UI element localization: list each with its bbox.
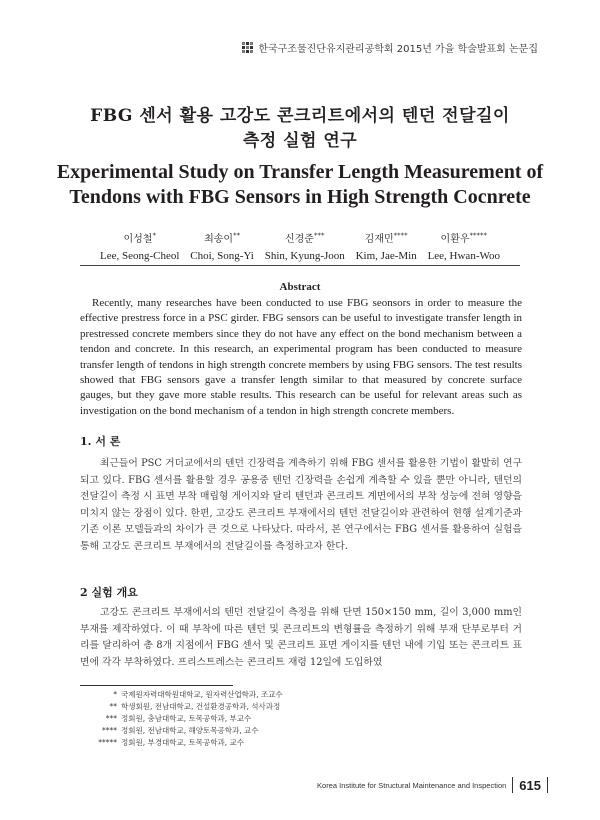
footnote	[80, 725, 283, 737]
dot-grid-icon	[242, 42, 254, 54]
footer-separator	[512, 777, 513, 793]
author-name-en: Choi, Song-Yi	[190, 250, 254, 262]
korean-title-line-2: 측정 실험 연구	[242, 131, 358, 151]
footer-separator	[547, 777, 548, 793]
running-header	[242, 40, 538, 55]
journal-title: 한국구조물진단유지관리공학회 2015년 가을 학술발표회 논문집	[258, 44, 538, 55]
page-number: 615	[519, 777, 541, 793]
footnote	[80, 713, 283, 725]
author-name-kr: 이환우	[440, 234, 470, 245]
footer-institute: Korea Institute for Structural Maintenance and Inspection	[317, 780, 507, 790]
footnote-divider	[80, 685, 233, 686]
footnote	[80, 737, 283, 749]
author	[428, 230, 500, 262]
author-name-kr: 최송이	[204, 234, 234, 245]
author-name-en: Lee, Hwan-Woo	[427, 250, 500, 262]
author-mark: ****	[393, 231, 408, 240]
author-name-kr: 김재민	[364, 234, 394, 245]
footnote-list	[80, 689, 283, 749]
section-heading-introduction: 1. 서 론	[80, 435, 121, 448]
author-mark: *	[152, 231, 156, 240]
divider	[80, 265, 520, 266]
footnote-mark: *****	[98, 738, 117, 747]
footnote	[80, 689, 283, 701]
author-name-en: Kim, Jae-Min	[355, 250, 417, 262]
author-name-en: Shin, Kyung-Joon	[264, 250, 345, 262]
author-mark: **	[233, 231, 241, 240]
section-heading-experiment: 2 실험 개요	[80, 586, 138, 599]
section-body-introduction: 최근들어 PSC 거더교에서의 텐던 긴장력을 계측하기 위해 FBG 센서를 활용한 기법이 활발히 연구되고 있다. FBG 센서를 활용할 경우 공용중 텐던 긴장력을 손쉽게 계측할 수 있을 뿐만 아니라, 텐던의 전달길이 측정 시 표면 부착 매립형 게이지와 달리 텐던과 콘크리트 계면에서의 부착 성능에 전혀 영향을 미치지 않는 장점이 있다. 한편, 고강도 콘크리트 부재에서의 텐던 전달길이와 관련하여 현행 설계기준과 기존 이론 모델들과의 차이가 큰 것으로 나타났다. 따라서, 본 연구에서는 FBG 센서를 활용하여 실험을 통해 고강도 콘크리트 부재에서의 전달길이를 측정하고자 한다.	[80, 458, 522, 552]
author-list	[100, 230, 500, 262]
footnote-text: 국제원자력대학원대학교, 원자력산업학과, 조교수	[121, 690, 283, 699]
footnote-text: 정회원, 부경대학교, 토목공학과, 교수	[121, 738, 244, 747]
section-body-experiment: 고강도 콘크리트 부재에서의 텐던 전달길이 측정을 위해 단면 150×150 mm, 길이 3,000 mm인 부재를 제작하였다. 이 때 부착에 따른 텐던 및 콘크리트의 변형률을 측정하기 위해 부재 단부로부터 거리를 달리하여 총 8개 지점에서 FBG 센서 및 콘크리트 표면 게이지를 텐던 내에 기입 또는 콘크리트 표면에 각각 부착하였다. 프리스트레스는 콘크리트 재령 12일에 도입하였	[80, 607, 522, 668]
author-mark: *****	[469, 231, 488, 240]
author-mark: ***	[313, 231, 325, 240]
footnote-text: 정회원, 전남대학교, 해양토목공학과, 교수	[121, 726, 259, 735]
author	[190, 230, 254, 262]
english-title-line-1: Experimental Study on Transfer Length Measurement of	[56, 161, 544, 183]
footnote	[80, 701, 283, 713]
footnote-mark: ***	[105, 714, 117, 723]
english-title-line-2: Tendons with FBG Sensors in High Strength Cocnrete	[69, 186, 531, 208]
english-title	[0, 160, 600, 210]
abstract-text: Recently, many researches have been conducted to use FBG seonsors in order to measure the effective prestress force in a PSC girder. FBG sensors can be useful to investigate transfer length in prestressed concrete members since they do not have any effect on the bond mechanism between a tendon and concrete. In this research, an experimental program has been conducted to measure transfer length of tendons in high strength concrete members by using FBG sensors. The test results showed that FBG sensors gave a transfer length similar to that measured by concrete surface gauges, but they gave more stable results. This research can be useful for relevant areas such as investigation on the bond mechanism of a tendon in high strength concrete members.	[80, 297, 522, 417]
footnote-mark: **	[109, 702, 117, 711]
author-name-en: Lee, Seong-Cheol	[100, 250, 180, 262]
author	[356, 230, 417, 262]
author-name-kr: 신경준	[284, 234, 314, 245]
korean-title	[0, 104, 600, 154]
footnote-text: 정회원, 충남대학교, 토목공학과, 부교수	[121, 714, 252, 723]
footnote-text: 학생회원, 전남대학교, 건설환경공학과, 석사과정	[121, 702, 281, 711]
author-name-kr: 이성철	[123, 234, 153, 245]
author	[265, 230, 345, 262]
page-footer	[317, 777, 548, 793]
korean-title-line-1: FBG 센서 활용 고강도 콘크리트에서의 텐던 전달길이	[90, 106, 510, 126]
abstract-heading: Abstract	[279, 281, 321, 293]
footnote-mark: *	[113, 690, 117, 699]
footnote-mark: ****	[102, 726, 117, 735]
author	[100, 230, 179, 262]
